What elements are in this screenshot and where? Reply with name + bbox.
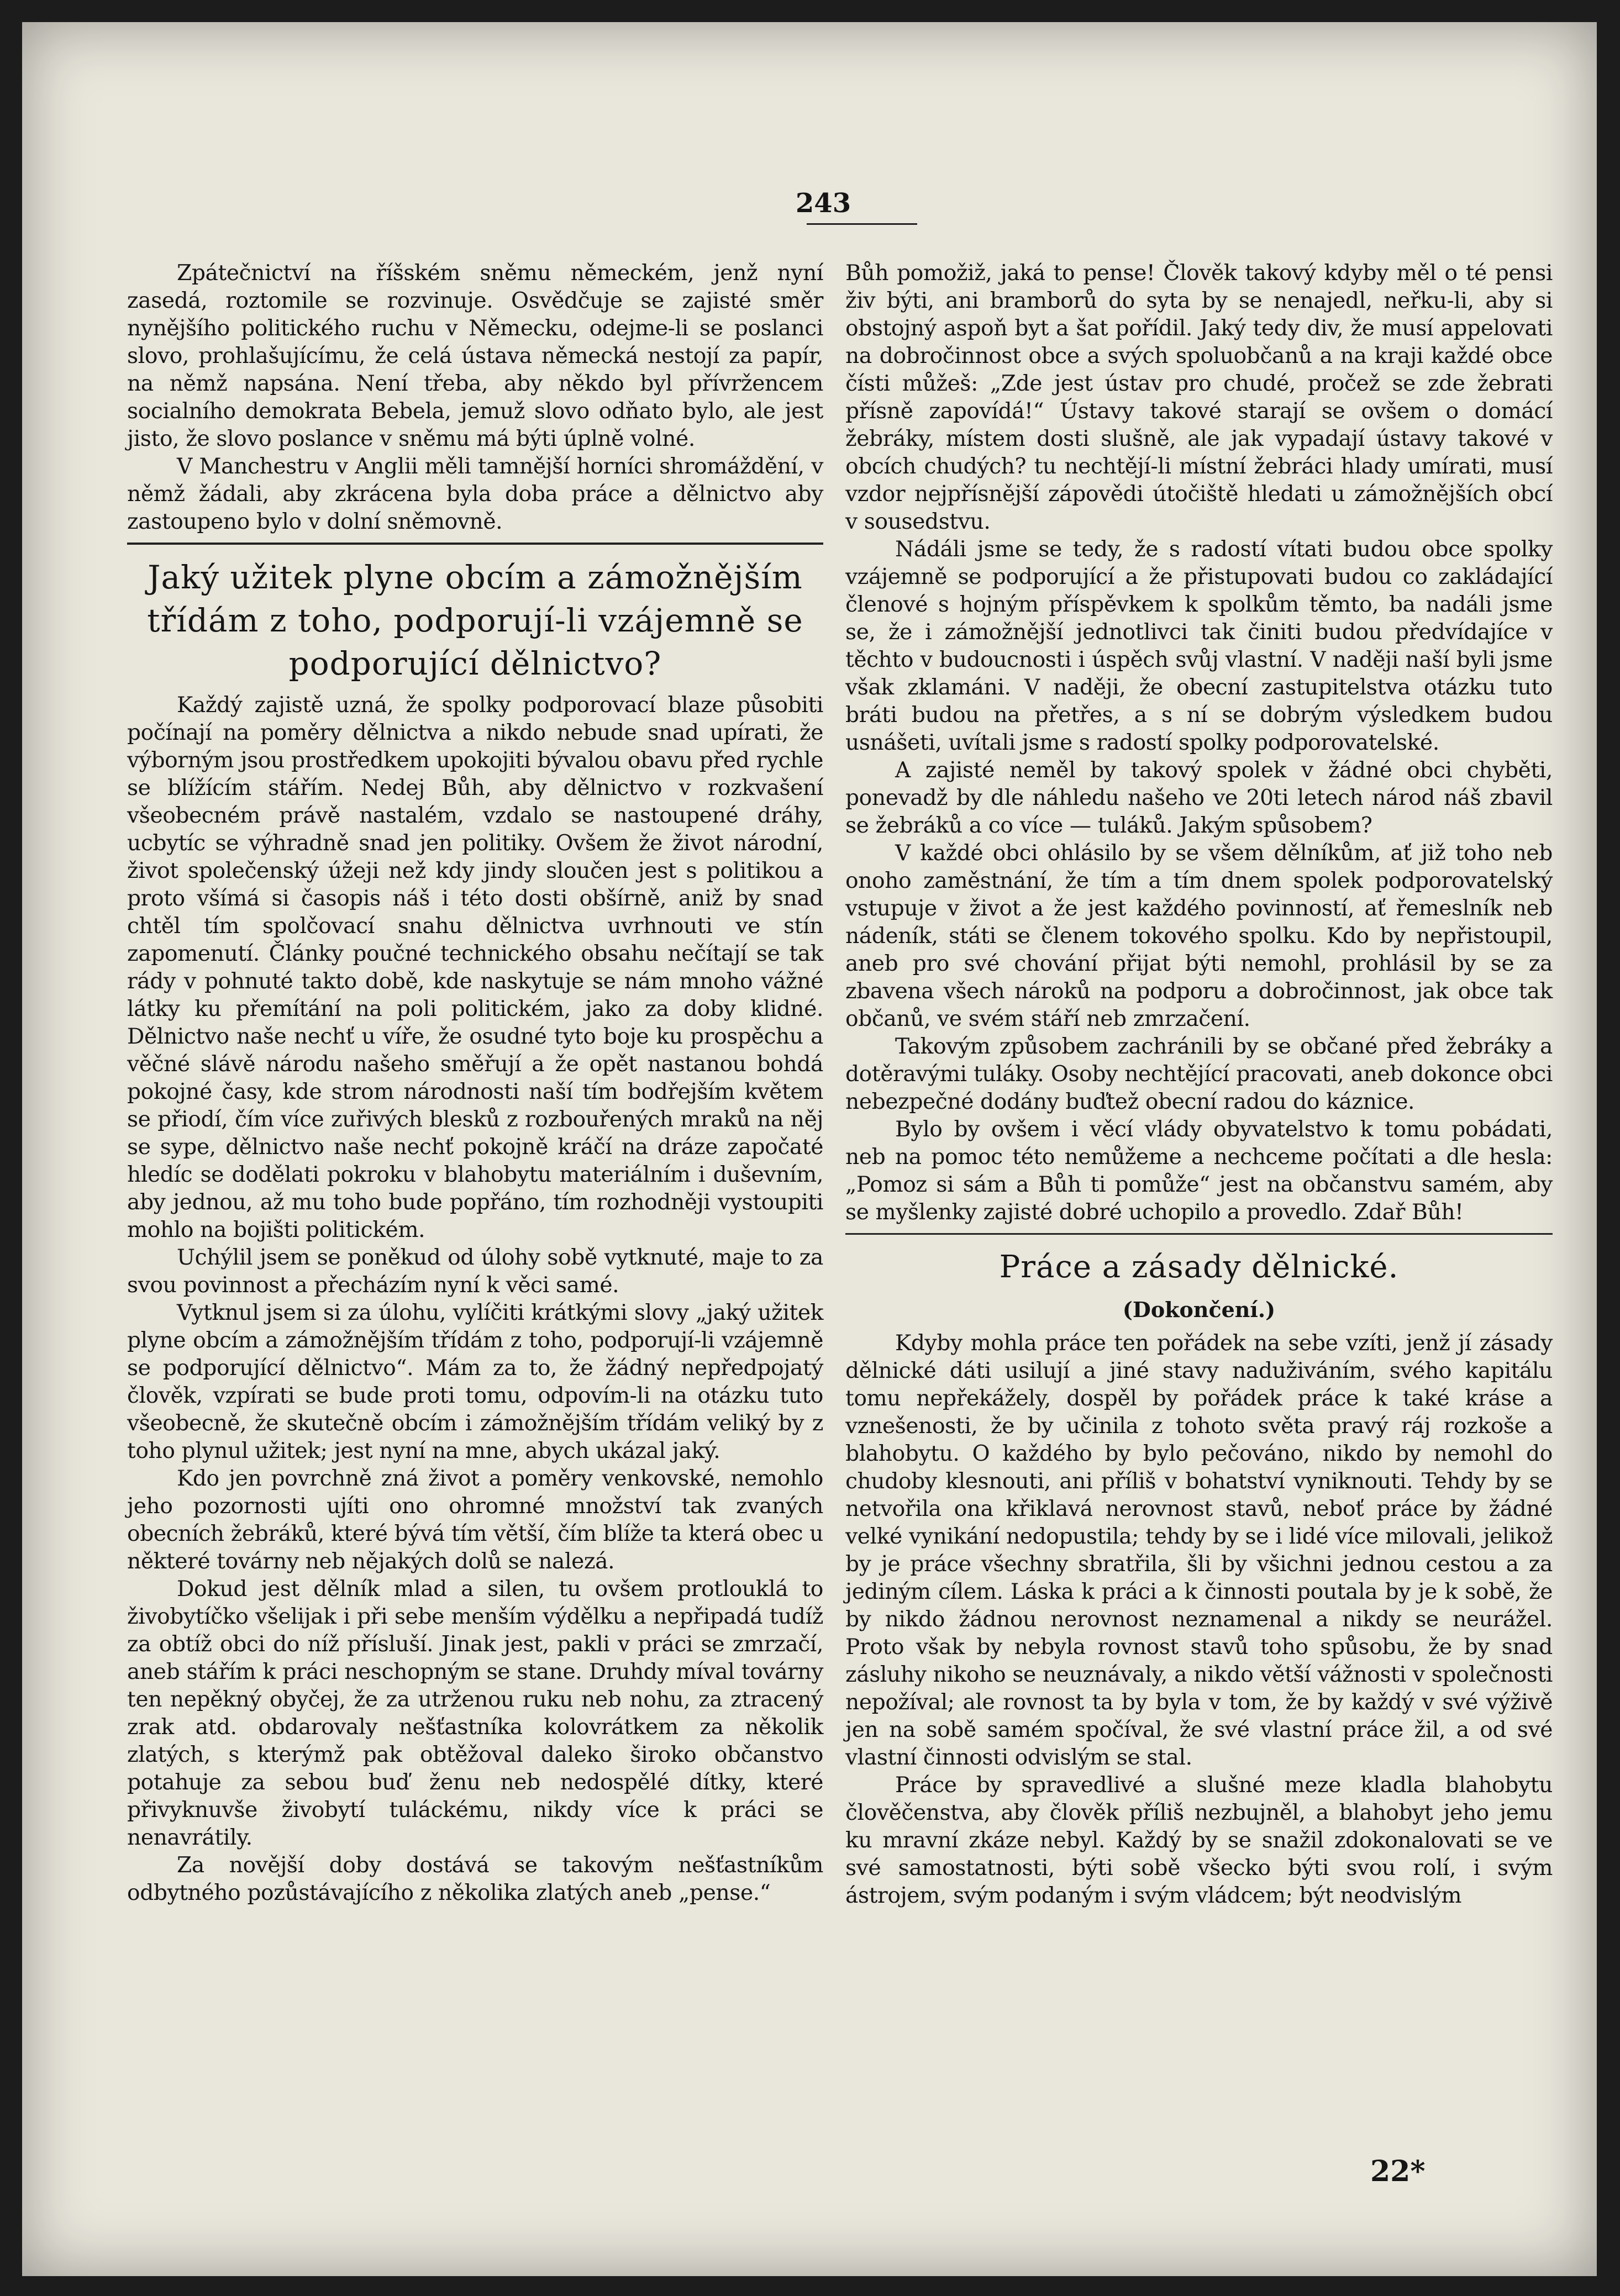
article2-paragraph: Práce by spravedlivé a slušné meze kladla blahobytu člověčenstva, aby člověk příliš nezbujněl, a blahobyt jeho jemu ku mravní zkáze nebyl. Každý by se snažil zdokonalovati se ve své samostatnosti, býti sobě všecko býti svou rolí, i svým ástrojem, svým podaným i svým vládcem; být neodvislým xyxy=(845,1773,1553,1908)
page-number-rule xyxy=(807,223,917,225)
continuation-paragraph: Takovým způsobem zachránili by se občané před žebráky a dotěravými tuláky. Osoby nechtějící pracovati, aneb dokonce obci nebezpečné dodány buďtež obecní radou do káznice. xyxy=(845,1034,1553,1114)
continuation-paragraph: A zajisté neměl by takový spolek v žádné obci chyběti, ponevadž by dle náhledu našeho ve 20ti letech národ náš zbavil se žebráků a co více — tuláků. Jakým spůsobem? xyxy=(845,758,1553,838)
left-column xyxy=(127,260,823,1907)
page-number: 243 xyxy=(795,188,851,219)
article2-title: Práce a zásady dělnické. xyxy=(999,1249,1399,1285)
continuation-paragraph: Bůh pomožiž, jaká to pense! Člověk takový kdyby měl o té pensi živ býti, ani bramborů do syta by se nenajedl, neřku-li, aby si obstojný aspoň byt a šat pořídil. Jaký tedy div, že musí appelovati na dobročinnost obce a svých spoluobčanů a na kraji každé obce čísti můžeš: „Zde jest ústav pro chudé, pročež se zde žebrati přísně zapovídá!“ Ústavy takové starají se ovšem o domácí žebráky, místem dosti slušně, ale jak vypadají ústavy takové v obcích chudých? tu nechtějí-li místní žebráci hlady umírati, musí vzdor nejpřísnější zápovědi útočiště hledati u zámožnějších obcí v sousedstvu. xyxy=(845,261,1553,534)
section-divider xyxy=(127,543,823,545)
article2-subtitle: (Dokončení.) xyxy=(1122,1297,1276,1322)
signature-mark: 22* xyxy=(1370,2155,1426,2188)
article-paragraph: Každý zajistě uzná, že spolky podporovací blaze působiti počínají na poměry dělnictva a nikdo nebude snad upírati, že výborným jsou prostředkem upokojiti bývalou obavu před rychle se blížícím stářím. Nedej Bůh, aby dělnictvo v rozkvašení všeobecném právě nastalém, vzdalo se nastoupené dráhy, ucbytíc se výhradně snad jen politiky. Ovšem že život národní, život společenský úžeji než kdy jindy sloučen jest s politikou a proto všímá si časopis náš i této dosti obšírně, aniž by snad chtěl tím spolčovací snahu dělnictva uvrhnouti ve stín zapomenutí. Články poučné technického obsahu nečítají se tak rády v pohnuté takto době, kde naskytuje se nám mnoho vážné látky ku přemítání na poli politickém, jako za doby klidné. Dělnictvo naše nechť u víře, že osudné tyto boje ku prospěchu a věčné slávě národu našeho směřují a že opět nastanou bohdá pokojné časy, kde strom národnosti naší tím bodřejším květem se přiodí, čím více zuřivých blesků z rozbouřených mraků na něj se sype, dělnictvo naše nechť pokojně kráčí na dráze započaté hledíc se dodělati pokroku v blahobytu materiálním i duševním, aby jednou, až mu toho bude popřáno, tím rozhodněji vystoupiti mohlo na bojišti politickém. xyxy=(127,693,823,1242)
intro-paragraph: Zpátečnictví na říšském sněmu německém, jenž nyní zasedá, roztomile se rozvinuje. Osvědčuje se zajisté směr nynějšího politického ruchu v Německu, odejme-li se poslanci slovo, prohlašujícímu, že celá ústava německá nestojí za papír, na němž napsána. Není třeba, aby někdo byl přívržencem socialního demokrata Bebela, jemuž slovo odňato bylo, ale jest jisto, že slovo poslance v sněmu má býti úplně volné. xyxy=(127,261,823,451)
article-paragraph: Uchýlil jsem se poněkud od úlohy sobě vytknuté, maje to za svou povinnost a přecházím nyní k věci samé. xyxy=(127,1245,823,1298)
article2-paragraph: Kdyby mohla práce ten pořádek na sebe vzíti, jenž jí zásady dělnické dáti usilují a jiné stavy naduživáním, svého kapitálu tomu nepřekážely, dospěl by pořádek práce k také krásе a vznešenosti, že by učinila z tohoto světa pravý ráj rozkoše a blahobytu. O každého by bylo pečováno, nikdo by nemohl do chudoby klesnouti, ani příliš v bohatství vyniknouti. Tehdy by se netvořila ona křiklavá nerovnost stavů, neboť práce by žádné velké vynikání nedopustila; tehdy by se i lidé více milovali, jelikož by je práce všechny sbratřila, šli by všichni jednou cestou a za jediným cílem. Láska k práci a k činnosti poutala by je k sobě, že by nikdo žádnou nerovnost neznamenal a nikdy se neurážel. Proto však by nebyla rovnost stavů toho spůsobu, že by snad zásluhy nikoho se neuznávaly, a nikdo větší vážnosti v společnosti nepožíval; ale rovnost ta by byla v tom, že by každý v své výživě jen na sobě samém spočíval, že své vlastní práce žil, a od své vlastní činnosti odvislým se stal. xyxy=(845,1331,1553,1770)
continuation-paragraph: V každé obci ohlásilo by se všem dělníkům, ať již toho neb onoho zaměstnání, že tím a tím dnem spolek podporovatelský vstupuje v život a že jest každého povinností, ať řemeslník neb nádeník, státi se členem tokového spolku. Kdo by nepřistoupil, aneb pro své chování přijat býti nemohl, prohlásil by se za zbavena všech nároků na podporu a dobročinnost, jak obce tak občanů, ve svém stáří neb zmrzačení. xyxy=(845,841,1553,1031)
continuation-paragraph: Bylo by ovšem i věcí vlády obyvatelstvo k tomu pobádati, neb na pomoc této nemůžeme a nechceme počítati a dle hesla: „Pomoz si sám a Bůh ti pomůže“ jest na občanstvu samém, aby se myšlenky zajisté dobré uchopilo a provedlo. Zdař Bůh! xyxy=(845,1117,1553,1225)
intro-paragraph: V Manchestru v Anglii měli tamnější horníci shromáždění, v němž žádali, aby zkrácena byla doba práce a dělnictvo aby zastoupeno bylo v dolní sněmovně. xyxy=(127,454,823,534)
article-paragraph: Za novější doby dostává se takovým nešťastníkům odbytného pozůstávajícího z několika zlatých aneb „pense.“ xyxy=(127,1853,823,1905)
article-title: Jaký užitek plyne obcím a zámožnějším třídám z toho, podporují-li vzájemně se podporující dělnictvo? xyxy=(147,559,803,682)
article-paragraph: Vytknul jsem si za úlohu, vylíčiti krátkými slovy „jaký užitek plyne obcím a zámožnějším třídám z toho, podporují-li vzájemně se podporující dělnictvo“. Mám za to, že žádný nepředpojatý člověk, vzpírati se bude proti tomu, odpovím-li na otázku tuto všeobecně, že skutečně obcím i zámožnějším třídám veliký by z toho plynul užitek; jest nyní na mne, abych ukázal jaký. xyxy=(127,1300,823,1463)
right-column xyxy=(845,260,1553,1910)
article-paragraph: Kdo jen povrchně zná život a poměry venkovské, nemohlo jeho pozornosti ujíti ono ohromné množství tak zvaných obecních žebráků, které bývá tím větší, čím blíže ta která obec u některé továrny neb nějakých dolů se nalezá. xyxy=(127,1466,823,1574)
continuation-paragraph: Nádáli jsme se tedy, že s radostí vítati budou obce spolky vzájemně se podporující a že přistupovati budou co zakládající členové s hojným příspěvkem k spolkům těmto, ba nadáli jsme se, že i zámožnější jednotlivci tak činiti budou předvídajíce v těchto v budoucnosti i úspěch svůj vlastní. V naději naší byli jsme však zklamáni. V naději, že obecní zastupitelstva otázku tuto bráti budou na přetřes, a s ní se dobrým výsledkem budou usnášeti, uvítali jsme s radostí spolky podporovatelské. xyxy=(845,537,1553,755)
section-divider xyxy=(845,1233,1553,1235)
newspaper-page xyxy=(22,22,1597,2276)
article-paragraph: Dokud jest dělník mlad a silen, tu ovšem protlouklá to živobytíčko všelijak i při sebe menším výdělku a nepřipadá tudíž za obtíž obci do níž přísluší. Jinak jest, pakli v práci se zmrzačí, aneb stářím k práci neschopným se stane. Druhdy míval továrny ten nepěkný obyčej, že za utrženou ruku neb nohu, za ztracený zrak atd. obdarovaly nešťastníka kolovrátkem za několik zlatých, s kterýmž pak obtěžoval daleko široko občanstvo potahuje za sebou buď ženu neb nedospělé dítky, které přivyknuvše živobytí tuláckému, nikdy více k práci se nenavrátily. xyxy=(127,1577,823,1850)
